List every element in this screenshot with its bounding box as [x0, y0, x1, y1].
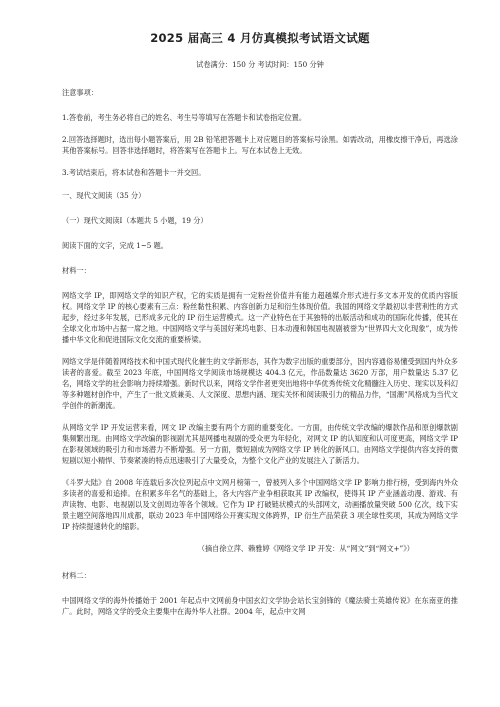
- material1-citation: （摘自徐立萍、赖雅婷《网络文学 IP 开发：从“网文”到“网文+”》）: [197, 544, 414, 553]
- notes-heading: 注意事项：: [62, 88, 98, 97]
- section-instruction: 阅读下面的文字，完成 1~5 题。: [62, 241, 168, 250]
- section-subheading: （一）现代文阅读Ⅰ（本题共 5 小题，19 分）: [62, 216, 208, 225]
- material1-paragraph-2: 网络文学是伴随着网络技术和中国式现代化催生的文学新形态，其作为数字出版的重要部分，因内容通俗易懂受到国内外众多读者的喜爱。截至 2023 年底，中国网络文学阅读市场规模达 404.3 亿元，作品数量达 3620 万部，用户数量达 5.37 亿名，网络文学的社会影响力持续增强。新时代以来，网络文学作者更突出地将中华优秀传统文化精髓注入历史、现实以及科幻等多种题材创作中，产生了一批文质兼美、人文深度、思想内涵、现实关怀和阅读吸引力的精品力作，“国潮”风格成为当代文学创作的新潮流。: [62, 357, 458, 410]
- material1-paragraph-4: 《斗罗大陆》自 2008 年连载后多次位列起点中文网月榜第一，曾被列入多个中国网络文学 IP 影响力排行榜，受到海内外众多读者的喜爱和追捧。在积累多年名气的基础上，各大内容产业争相获取其 IP 改编权，使得其 IP 产业涵盖动漫、游戏、有声读物、电影、电视剧以及文创周边等各个领域。它作为 IP 打破链状模式的头部网文，动画播放量突破 500 亿次，线下实景主题空间落地四川成都，联动 2023 年中国网络公开赛实现文体跨界，IP 衍生产品荣获 3 项全球性奖项，其成为网络文学 IP 持续提速转化的缩影。: [62, 478, 458, 531]
- material2-label: 材料二：: [62, 571, 91, 580]
- material1-label: 材料一：: [62, 266, 91, 275]
- exam-meta: 试卷满分：150 分 考试时间：150 分钟: [196, 60, 324, 69]
- notes-section: [62, 87, 458, 178]
- exam-title: 2025 届高三 4 月仿真模拟考试语文试题: [150, 31, 370, 45]
- note-item-1: 1.答卷前，考生务必将自己的姓名、考生号等填写在答题卡和试卷指定位置。: [62, 113, 307, 122]
- material1-paragraph-3: 从网络文学 IP 开发运营来看，网文 IP 改编主要有两个方面的重要变化。一方面，由传统文学改编的爆款作品和原创爆款剧集频繁出现。由网络文学改编的影视剧尤其是网播电视剧的受众更为年轻化，对网文 IP 的认知度和认可度更高，网络文学 IP 在影视领域的吸引力和市场潜力不断增强。另一方面，微短剧成为网络文学 IP 转化的新风口。由网络文学提供内容支持的微短剧以短小精悍、节奏紧凑的特点迅速吸引了大量受众，为整个文化产业的发展注入了新活力。: [62, 423, 458, 465]
- material1-paragraph-1: 网络文学 IP，即网络文学的知识产权，它的实质是拥有一定粉丝价值并有能力超越媒介形式进行多文本开发的优质内容版权。网络文学 IP 的核心要素有三点：粉丝黏性积累、内容创新力足和衍生体现价值。我国的网络文学最初以非营利性的方式起步，经过多年发展，已形成多元化的 IP 衍生运营模式。这一产业特色在于其独特的出版活动和成功的国际化传播，使其在全球文化市场中占据一席之地。中国网络文学与美国好莱坞电影、日本动漫和韩国电视剧被誉为“世界四大文化现象”，成为传播中华文化和促进国际文化交流的重要桥梁。: [62, 291, 458, 344]
- material2-paragraph-1: 中国网络文学的海外传播始于 2001 年起点中文网前身中国玄幻文学协会站长宝剑锋的《魔法骑士英雄传说》在东南亚的推广。此时，网络文学的受众主要集中在海外华人社群。2004 年，起点中文网: [62, 596, 458, 616]
- section-heading: 一、现代文阅读（35 分）: [62, 191, 146, 200]
- note-item-2: 2.回答选择题时，选出每小题答案后，用 2B 铅笔把答题卡上对应题目的答案标号涂黑。如需改动，用橡皮擦干净后，再选涂其他答案标号。回答非选择题时，将答案写在答题卡上。写在本试卷上无效。: [62, 135, 458, 155]
- note-item-3: 3.考试结束后，将本试卷和答题卡一并交回。: [62, 168, 206, 177]
